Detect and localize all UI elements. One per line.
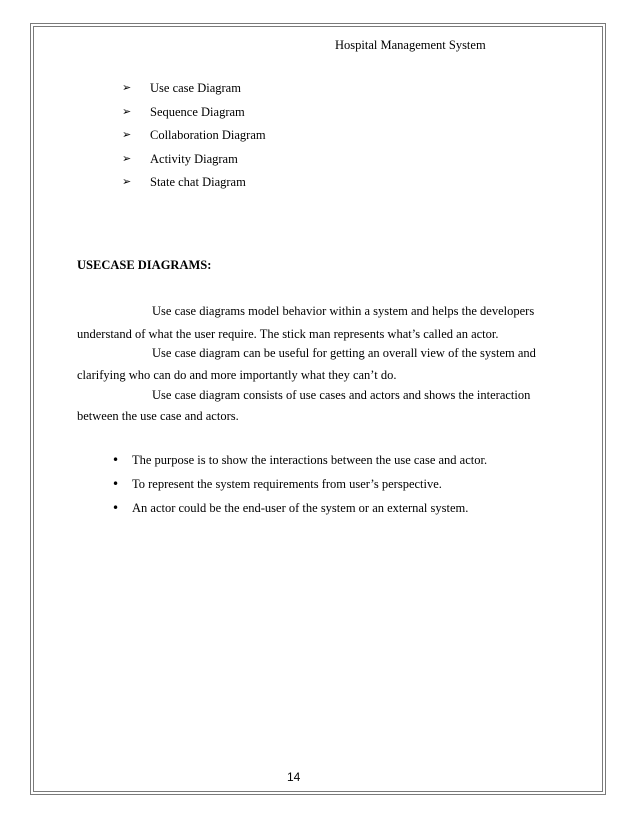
bullet-icon: • [112, 453, 120, 467]
paragraph-line: Use case diagrams model behavior within a system and helps the developers [152, 304, 535, 318]
list-item [122, 174, 266, 198]
paragraph-line: clarifying who can do and more importantly what they can’t do. [77, 368, 397, 382]
list-item [122, 151, 266, 175]
arrow-bullet-icon: ➢ [122, 128, 132, 141]
list-item-label: Sequence Diagram [150, 104, 245, 119]
list-item [122, 127, 266, 151]
bullet-item-label: The purpose is to show the interactions between the use case and actor. [132, 453, 488, 467]
arrow-bullet-icon: ➢ [122, 151, 132, 165]
list-item [122, 80, 266, 104]
list-item [122, 104, 266, 128]
diagram-list [122, 80, 266, 198]
header-title: Hospital Management System [335, 38, 486, 52]
list-item-label: Use case Diagram [150, 81, 241, 95]
bullet-icon: • [112, 477, 120, 491]
list-item-label: Activity Diagram [150, 151, 238, 166]
paragraph-line: between the use case and actors. [77, 409, 239, 423]
paragraph-line: understand of what the user require. The stick man represents what’s called an actor. [77, 327, 499, 341]
list-item-label: Collaboration Diagram [150, 128, 266, 142]
paragraph-line: Use case diagram consists of use cases and actors and shows the interaction [152, 388, 531, 402]
list-item [112, 500, 487, 524]
list-item [112, 476, 487, 500]
arrow-bullet-icon: ➢ [122, 81, 132, 94]
list-item [112, 452, 487, 476]
page-number: 14 [287, 770, 301, 784]
bullet-item-label: To represent the system requirements from user’s perspective. [132, 477, 442, 491]
section-heading: USECASE DIAGRAMS: [77, 258, 212, 272]
bullet-item-label: An actor could be the end-user of the system or an external system. [132, 501, 469, 515]
bullet-icon: • [112, 501, 120, 515]
list-item-label: State chat Diagram [150, 175, 246, 189]
arrow-bullet-icon: ➢ [122, 104, 132, 118]
arrow-bullet-icon: ➢ [122, 175, 132, 188]
paragraph-line: Use case diagram can be useful for getting an overall view of the system and [152, 346, 536, 360]
bullet-list [112, 452, 487, 524]
